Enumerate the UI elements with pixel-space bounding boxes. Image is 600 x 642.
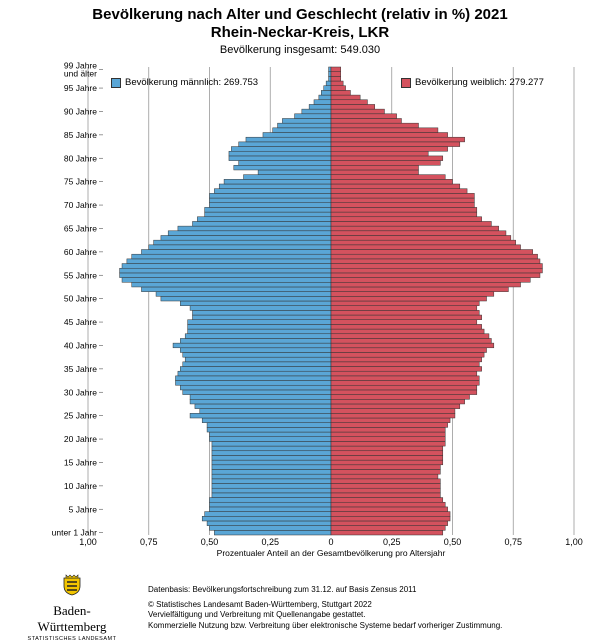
bar-female-age-7 [331,498,443,503]
bar-female-age-70 [331,203,474,208]
legend-male-swatch [111,78,121,88]
bar-female-age-51 [331,292,494,297]
bar-female-age-48 [331,306,477,311]
bar-male-age-8 [212,493,331,498]
bar-female-age-83 [331,142,460,147]
bar-female-age-16 [331,455,443,460]
bar-male-age-66 [192,221,331,226]
bar-female-age-3 [331,516,450,521]
footer-notes [148,585,502,631]
bar-female-age-65 [331,226,499,231]
bar-female-age-96 [331,81,343,86]
bar-male-age-55 [120,273,331,278]
bar-male-age-31 [180,385,331,390]
footer-copyright: © Statistisches Landesamt Baden-Württemberg, Stuttgart 2022 [148,599,372,609]
x-tick-label: 0 [328,537,334,547]
bar-male-age-85 [263,133,331,138]
bar-female-age-23 [331,423,448,428]
bar-female-age-8 [331,493,440,498]
bar-female-age-68 [331,212,477,217]
bar-female-age-88 [331,118,401,123]
bar-male-age-67 [197,217,331,222]
y-tick-label: 10 Jahre [63,480,97,491]
bar-male-age-11 [212,479,331,484]
bar-female-age-95 [331,86,346,91]
legend-female [401,77,544,88]
bar-female-age-12 [331,474,438,479]
bar-female-age-58 [331,259,540,264]
bar-male-age-6 [210,502,332,507]
bar-male-age-30 [183,390,331,395]
bar-female-age-9 [331,488,440,493]
bar-female-age-53 [331,282,521,287]
bar-female-age-63 [331,235,511,240]
bar-male-age-47 [192,310,331,315]
bar-female-age-55 [331,273,540,278]
total-population: Bevölkerung insgesamt: 549.030 [219,44,381,56]
bar-female-age-72 [331,193,474,198]
bar-female-age-75 [331,179,453,184]
bar-male-age-88 [282,118,331,123]
bar-male-age-70 [210,203,332,208]
bars [120,67,543,535]
bar-male-age-0 [214,530,331,535]
bar-female-age-46 [331,315,482,320]
bar-male-age-5 [210,507,332,512]
legend-female-label: Bevölkerung weiblich: 279.277 [415,77,544,88]
bar-female-age-61 [331,245,521,250]
bar-male-age-58 [127,259,331,264]
y-tick-label: 90 Jahre [63,106,97,117]
bar-male-age-18 [212,446,331,451]
x-tick-label: 1,00 [79,537,97,547]
logo-name: Baden-Württemberg [37,603,107,634]
bar-male-age-79 [239,161,331,166]
bar-female-age-40 [331,343,494,348]
bar-female-age-86 [331,128,438,133]
bar-male-age-87 [278,123,331,128]
bar-female-age-6 [331,502,445,507]
bar-male-age-27 [195,404,331,409]
bar-male-age-92 [314,100,331,105]
chart-region: Rhein-Neckar-Kreis, LKR [210,24,390,41]
bar-female-age-64 [331,231,506,236]
bar-male-age-63 [161,235,331,240]
y-tick-label: 75 Jahre [63,176,97,187]
y-tick-label: unter 1 Jahr [51,527,97,538]
bar-female-age-21 [331,432,445,437]
bar-male-age-81 [229,151,331,156]
bar-male-age-33 [175,376,331,381]
bar-male-age-43 [188,329,331,334]
bar-male-age-25 [190,413,331,418]
bar-female-age-71 [331,198,474,203]
y-tick-label: 40 Jahre [63,340,97,351]
bar-male-age-34 [178,371,331,376]
bar-male-age-62 [154,240,331,245]
bar-male-age-40 [173,343,331,348]
bar-female-age-18 [331,446,443,451]
bar-female-age-50 [331,296,487,301]
bar-male-age-83 [239,142,331,147]
bar-male-age-41 [180,338,331,343]
y-tick-label: 20 Jahre [63,434,97,445]
bar-male-age-44 [188,324,331,329]
bar-female-age-2 [331,521,448,526]
y-tick-label: 30 Jahre [63,387,97,398]
y-tick-label: 70 Jahre [63,200,97,211]
y-tick-label: 85 Jahre [63,129,97,140]
bar-female-age-19 [331,441,445,446]
bar-female-age-43 [331,329,484,334]
bar-female-age-1 [331,526,445,531]
bar-male-age-96 [326,81,331,86]
bar-female-age-17 [331,451,443,456]
bar-female-age-20 [331,437,445,442]
bar-female-age-0 [331,530,443,535]
bar-male-age-80 [229,156,331,161]
bar-female-age-77 [331,170,418,175]
legend-male [111,77,258,88]
bar-male-age-37 [185,357,331,362]
bar-female-age-28 [331,399,465,404]
bar-female-age-99 [331,67,341,72]
bar-female-age-85 [331,133,448,138]
y-axis-labels [52,60,103,537]
bar-female-age-36 [331,362,479,367]
bar-female-age-4 [331,512,450,517]
bar-male-age-28 [190,399,331,404]
x-axis-labels [79,537,583,547]
bar-female-age-59 [331,254,538,259]
bar-male-age-1 [210,526,332,531]
bar-male-age-98 [329,72,331,77]
bar-male-age-15 [212,460,331,465]
bar-female-age-29 [331,395,470,400]
x-tick-label: 1,00 [565,537,583,547]
bar-male-age-73 [214,189,331,194]
bar-female-age-98 [331,72,341,77]
bar-female-age-57 [331,264,542,269]
bar-male-age-29 [190,395,331,400]
bar-male-age-22 [207,427,331,432]
bar-male-age-49 [180,301,331,306]
bar-female-age-33 [331,376,479,381]
bar-male-age-7 [210,498,332,503]
bar-female-age-47 [331,310,479,315]
bar-male-age-38 [183,352,331,357]
bar-female-age-78 [331,165,418,170]
y-tick-label: 55 Jahre [63,270,97,281]
bar-male-age-78 [234,165,331,170]
bar-female-age-31 [331,385,477,390]
bar-female-age-52 [331,287,508,292]
bar-male-age-91 [309,104,331,109]
y-tick-label: 35 Jahre [63,363,97,374]
bar-male-age-35 [180,367,331,372]
bar-male-age-3 [202,516,331,521]
bar-male-age-24 [202,418,331,423]
footer-reproduction: Vervielfältigung und Verbreitung mit Quellenangabe gestattet. [148,610,366,619]
bar-male-age-77 [258,170,331,175]
bar-female-age-26 [331,409,455,414]
bar-male-age-42 [185,334,331,339]
bar-female-age-81 [331,151,428,156]
bar-female-age-80 [331,156,443,161]
bar-male-age-64 [168,231,331,236]
footer-source: Datenbasis: Bevölkerungsfortschreibung zum 31.12. auf Basis Zensus 2011 [148,585,417,594]
bar-male-age-76 [244,175,331,180]
bar-male-age-10 [212,484,331,489]
bar-male-age-21 [210,432,332,437]
bar-female-age-14 [331,465,440,470]
bar-female-age-11 [331,479,440,484]
y-tick-label: 95 Jahre [63,83,97,94]
bar-female-age-93 [331,95,360,100]
bar-female-age-94 [331,90,350,95]
bar-female-age-39 [331,348,487,353]
y-tick-label: 25 Jahre [63,410,97,421]
legend-male-label: Bevölkerung männlich: 269.753 [125,77,259,88]
bar-male-age-94 [321,90,331,95]
bar-male-age-45 [188,320,331,325]
bar-female-age-62 [331,240,516,245]
bar-female-age-25 [331,413,455,418]
bar-male-age-52 [141,287,331,292]
bar-female-age-22 [331,427,445,432]
bar-male-age-82 [231,147,331,152]
bar-female-age-74 [331,184,460,189]
bar-female-age-38 [331,352,484,357]
bar-male-age-32 [175,381,331,386]
bar-female-age-30 [331,390,477,395]
bar-female-age-92 [331,100,367,105]
bar-female-age-54 [331,278,530,283]
y-tick-label: 80 Jahre [63,153,97,164]
bar-male-age-4 [205,512,331,517]
bar-male-age-93 [319,95,331,100]
bar-female-age-73 [331,189,467,194]
bar-male-age-60 [141,250,331,255]
bar-male-age-75 [224,179,331,184]
bar-male-age-46 [192,315,331,320]
bar-male-age-65 [178,226,331,231]
x-tick-label: 0,75 [504,537,523,547]
bar-male-age-74 [219,184,331,189]
bar-male-age-69 [205,207,331,212]
bar-female-age-69 [331,207,477,212]
y-tick-label: 15 Jahre [63,457,97,468]
bar-female-age-44 [331,324,482,329]
bar-female-age-42 [331,334,489,339]
x-tick-label: 0,25 [382,537,401,547]
bar-male-age-26 [200,409,331,414]
legend-female-swatch [401,78,411,88]
logo-subtitle: STATISTISCHES LANDESAMT [27,636,117,642]
footer-commercial: Kommerzielle Nutzung bzw. Verbreitung über elektronische Systeme bedarf vorheriger Zustimmung. [148,620,503,630]
bar-female-age-56 [331,268,542,273]
bar-male-age-51 [156,292,331,297]
bar-male-age-57 [122,264,331,269]
bar-female-age-27 [331,404,460,409]
x-tick-label: 0,50 [443,537,462,547]
bar-male-age-9 [212,488,331,493]
bar-female-age-89 [331,114,397,119]
bar-male-age-86 [273,128,331,133]
bar-female-age-5 [331,507,448,512]
bar-male-age-19 [212,441,331,446]
bar-female-age-79 [331,161,440,166]
bar-male-age-48 [190,306,331,311]
bar-male-age-54 [122,278,331,283]
bar-female-age-34 [331,371,477,376]
bar-female-age-76 [331,175,445,180]
bar-female-age-32 [331,381,479,386]
bar-male-age-20 [210,437,332,442]
y-tick-label: 5 Jahre [68,504,97,515]
bar-male-age-61 [149,245,331,250]
chart-title: Bevölkerung nach Alter und Geschlecht (relativ in %) 2021 [92,6,508,23]
bar-female-age-84 [331,137,465,142]
bar-male-age-90 [302,109,331,114]
bar-male-age-84 [246,137,331,142]
bar-female-age-24 [331,418,450,423]
x-tick-label: 0,25 [261,537,280,547]
bar-female-age-82 [331,147,448,152]
bar-male-age-39 [180,348,331,353]
bar-female-age-87 [331,123,418,128]
bar-female-age-91 [331,104,375,109]
bar-male-age-68 [205,212,331,217]
bar-female-age-60 [331,250,533,255]
bar-female-age-41 [331,338,491,343]
bar-male-age-36 [183,362,331,367]
bar-female-age-97 [331,76,341,81]
bar-female-age-45 [331,320,477,325]
bar-male-age-97 [329,76,331,81]
bar-male-age-95 [324,86,331,91]
bar-male-age-16 [212,455,331,460]
bar-male-age-13 [212,469,331,474]
bar-female-age-66 [331,221,491,226]
bar-female-age-90 [331,109,384,114]
bar-male-age-56 [120,268,331,273]
bar-female-age-37 [331,357,482,362]
bar-male-age-2 [207,521,331,526]
y-tick-label: 60 Jahre [63,246,97,257]
x-tick-label: 0,50 [200,537,219,547]
bar-male-age-50 [161,296,331,301]
bar-female-age-13 [331,469,440,474]
y-tick-label: 65 Jahre [63,223,97,234]
bar-female-age-67 [331,217,482,222]
bar-male-age-59 [132,254,331,259]
bar-male-age-17 [212,451,331,456]
bar-male-age-89 [295,114,331,119]
bar-male-age-72 [210,193,332,198]
bar-male-age-53 [132,282,331,287]
y-tick-label: 50 Jahre [63,293,97,304]
x-axis-title: Prozentualer Anteil an der Gesamtbevölkerung pro Altersjahr [216,548,446,558]
bar-female-age-15 [331,460,443,465]
bar-female-age-49 [331,301,479,306]
bar-male-age-14 [212,465,331,470]
y-tick-label: 99 Jahre und älter [63,60,97,79]
bar-male-age-99 [329,67,331,72]
bar-female-age-35 [331,367,482,372]
coat-of-arms-icon [63,574,81,596]
x-tick-label: 0,75 [139,537,158,547]
bar-male-age-12 [212,474,331,479]
bar-female-age-10 [331,484,440,489]
bar-male-age-23 [207,423,331,428]
y-tick-label: 45 Jahre [63,317,97,328]
bar-male-age-71 [210,198,332,203]
